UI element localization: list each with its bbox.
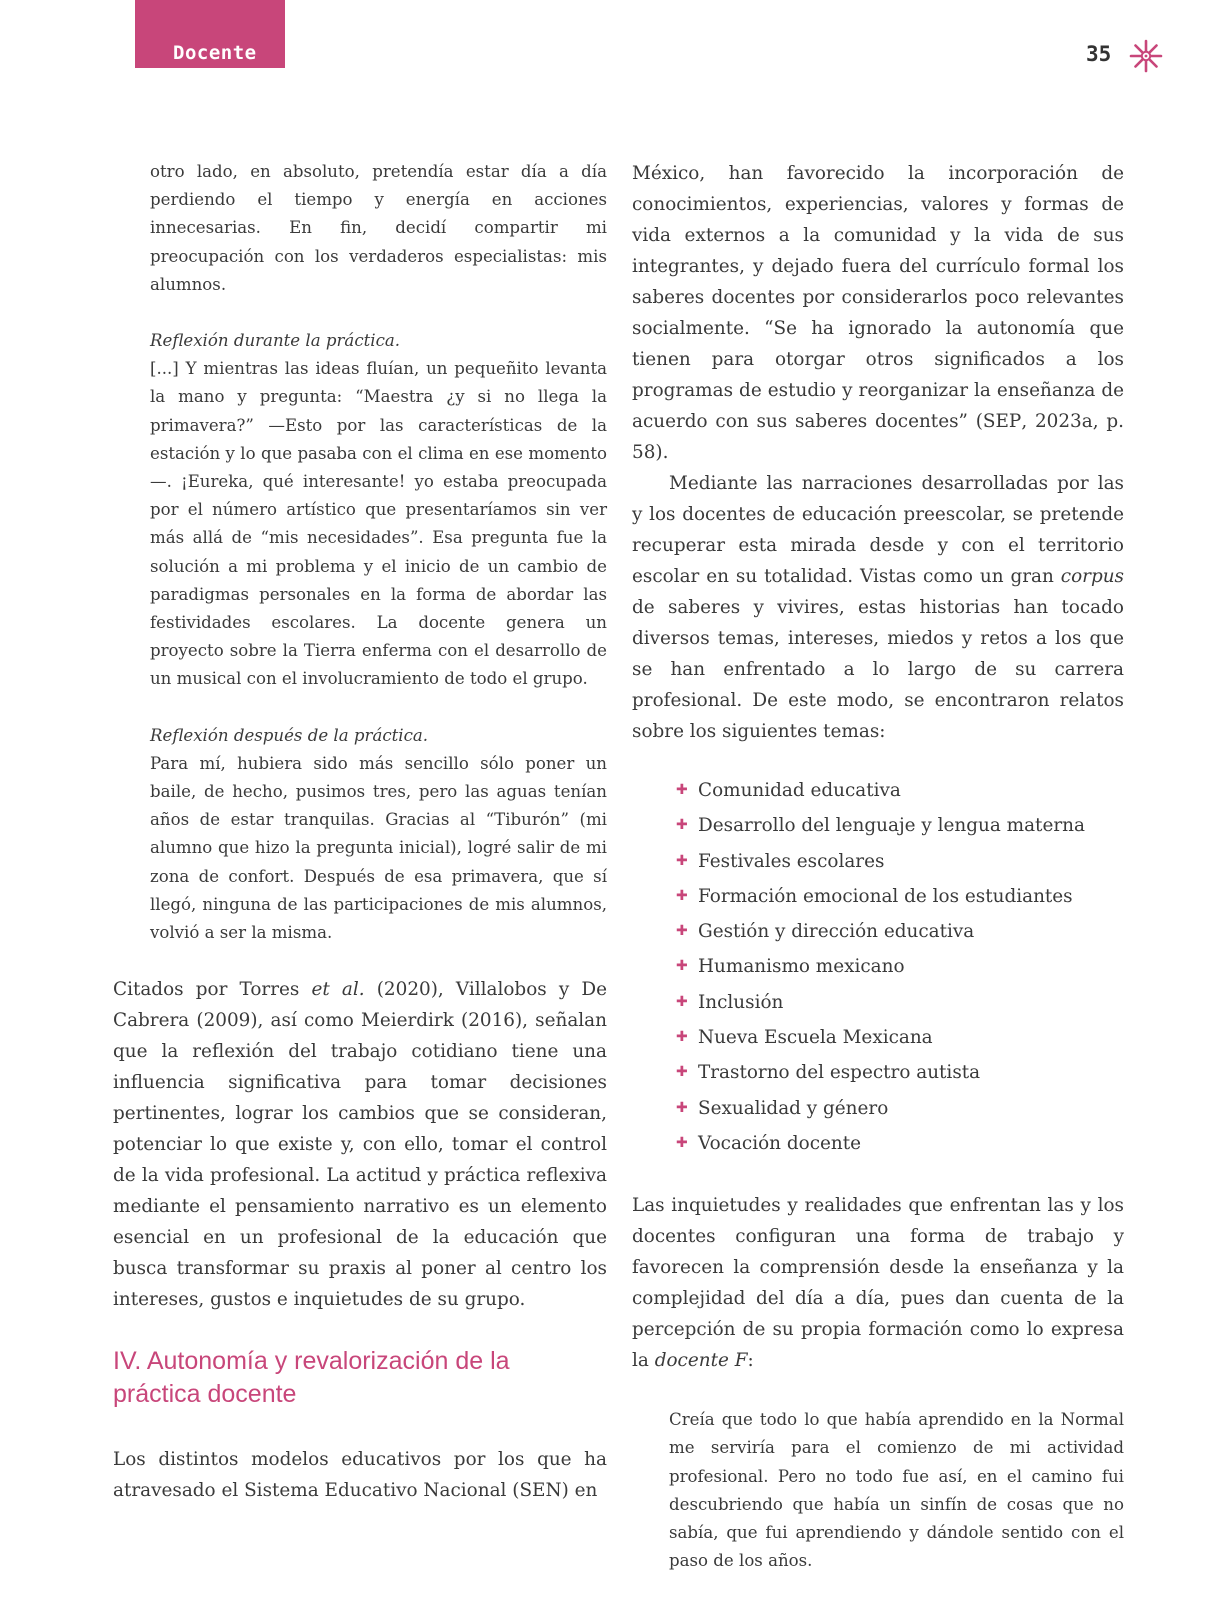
list-item: ✚ Nueva Escuela Mexicana bbox=[676, 1020, 1124, 1055]
body-paragraph-citations: Citados por Torres et al. (2020), Villalobos y De Cabrera (2009), así como Meierdirk (2016), señalan que la reflexión del trabajo cotidiano tiene una influencia significativa para tomar decisiones pertinentes, lograr los cambios que se consideran, potenciar lo que existe y, con ello, tomar el control de la vida profesional. La actitud y práctica reflexiva mediante el pensamiento narrativo es un elemento esencial en un profesional de la educación que busca transformar su praxis al poner al centro los intereses, gustos e inquietudes de su grupo. bbox=[113, 979, 608, 1310]
bullet-icon: ✚ bbox=[676, 1029, 688, 1046]
list-item: ✚ Formación emocional de los estudiantes bbox=[676, 879, 1124, 914]
list-item: ✚ Festivales escolares bbox=[676, 844, 1124, 879]
list-item: ✚ Desarrollo del lenguaje y lengua materna bbox=[676, 808, 1124, 843]
quote-continuation: otro lado, en absoluto, pretendía estar día a día perdiendo el tiempo y energía en acciones innecesarias. En fin, decidí compartir mi preocupación con los verdaderos especialistas: mis alumnos. bbox=[150, 162, 607, 294]
docente-f-quote: Creía que todo lo que había aprendido en la Normal me serviría para el comienzo de mi actividad profesional. Pero no todo fue así, en el camino fui descubriendo que había un sinfín de cosas que no sabía, que fui aprendiendo y dándole sentido con el paso de los años. bbox=[669, 1410, 1124, 1571]
reflection-during-title: Reflexión durante la práctica. bbox=[150, 331, 401, 351]
bullet-icon: ✚ bbox=[676, 993, 688, 1010]
bullet-icon: ✚ bbox=[676, 923, 688, 940]
section-tab bbox=[135, 0, 285, 68]
body-paragraph-concerns: Las inquietudes y realidades que enfrentan las y los docentes configuran una forma de trabajo y favorecen la comprensión desde la enseñanza y la complejidad del día a día, pues dan cuenta de la percepción de su propia formación como lo expresa la docente F: bbox=[632, 1195, 1124, 1372]
bullet-icon: ✚ bbox=[676, 1064, 688, 1081]
bullet-icon: ✚ bbox=[676, 852, 688, 869]
list-item: ✚ Gestión y dirección educativa bbox=[676, 914, 1124, 949]
bullet-icon: ✚ bbox=[676, 958, 688, 975]
right-column bbox=[632, 158, 1124, 1575]
topics-list bbox=[676, 773, 1124, 1161]
bullet-icon: ✚ bbox=[676, 817, 688, 834]
left-body-block bbox=[113, 974, 607, 1506]
reflection-after-title: Reflexión después de la práctica. bbox=[150, 725, 429, 745]
bullet-icon: ✚ bbox=[676, 887, 688, 904]
bullet-icon: ✚ bbox=[676, 782, 688, 798]
body-paragraph-mexico: México, han favorecido la incorporación de conocimientos, experiencias, valores y formas de vida externos a la comunidad y la vida de sus integrantes, y dejado fuera del currículo formal los saberes docentes por considerarlos poco relevantes socialmente. “Se ha ignorado la autonomía que tienen para otorgar otros significados a los programas de estudio y reorganizar la enseñanza de acuerdo con sus saberes docentes” (SEP, 2023a, p. 58). bbox=[632, 163, 1124, 463]
page-number: 35 bbox=[1086, 42, 1112, 66]
bullet-icon: ✚ bbox=[676, 1099, 688, 1116]
list-item: ✚ Humanismo mexicano bbox=[676, 949, 1124, 984]
list-item: ✚ Trastorno del espectro autista bbox=[676, 1055, 1124, 1090]
section-tab-label: Docente bbox=[173, 42, 257, 64]
bullet-icon: ✚ bbox=[676, 1134, 688, 1151]
reflection-after-text: Para mí, hubiera sido más sencillo sólo poner un baile, de hecho, pusimos tres, pero las aguas tenían años de estar tranquilas. Gracias al “Tiburón” (mi alumno que hizo la pregunta inicial), logré salir de mi zona de confort. Después de esa primavera, que sí llegó, ninguna de las participaciones de mis alumnos, volvió a ser la misma. bbox=[150, 753, 607, 943]
left-quote-block bbox=[150, 158, 607, 947]
body-paragraph-narrations: Mediante las narraciones desarrolladas por las y los docentes de educación preescolar, se pretende recuperar esta mirada desde y con el territorio escolar en su totalidad. Vistas como un gran corpus de saberes y vivires, estas historias han tocado diversos temas, intereses, miedos y retos a los que se han enfrentado a lo largo de su carrera profesional. De este modo, se encontraron relatos sobre los siguientes temas: bbox=[632, 473, 1124, 742]
list-item: ✚ Sexualidad y género bbox=[676, 1091, 1124, 1126]
section-heading: IV. Autonomía y revalorización de la práctica docente bbox=[113, 1347, 510, 1408]
asterisk-flower-icon bbox=[1128, 38, 1164, 74]
body-paragraph-models: Los distintos modelos educativos por los que ha atravesado el Sistema Educativo Nacional (SEN) en bbox=[113, 1449, 607, 1501]
list-item: ✚ Comunidad educativa bbox=[676, 773, 1124, 808]
reflection-during-text: [...] Y mientras las ideas fluían, un pequeñito levanta la mano y pregunta: “Maestra ¿y si no llega la primavera?” —Esto por las características de la estación y lo que pasaba con el clima en ese momento—. ¡Eureka, qué interesante! yo estaba preocupada por el número artístico que presentaríamos sin ver más allá de “mis necesidades”. Esa pregunta fue la solución a mi problema y el inicio de un cambio de paradigmas personales en la forma de abordar las festividades escolares. La docente genera un proyecto sobre la Tierra enferma con el desarrollo de un musical con el involucramiento de todo el grupo. bbox=[150, 359, 607, 689]
list-item: ✚ Inclusión bbox=[676, 985, 1124, 1020]
list-item: ✚ Vocación docente bbox=[676, 1126, 1124, 1161]
